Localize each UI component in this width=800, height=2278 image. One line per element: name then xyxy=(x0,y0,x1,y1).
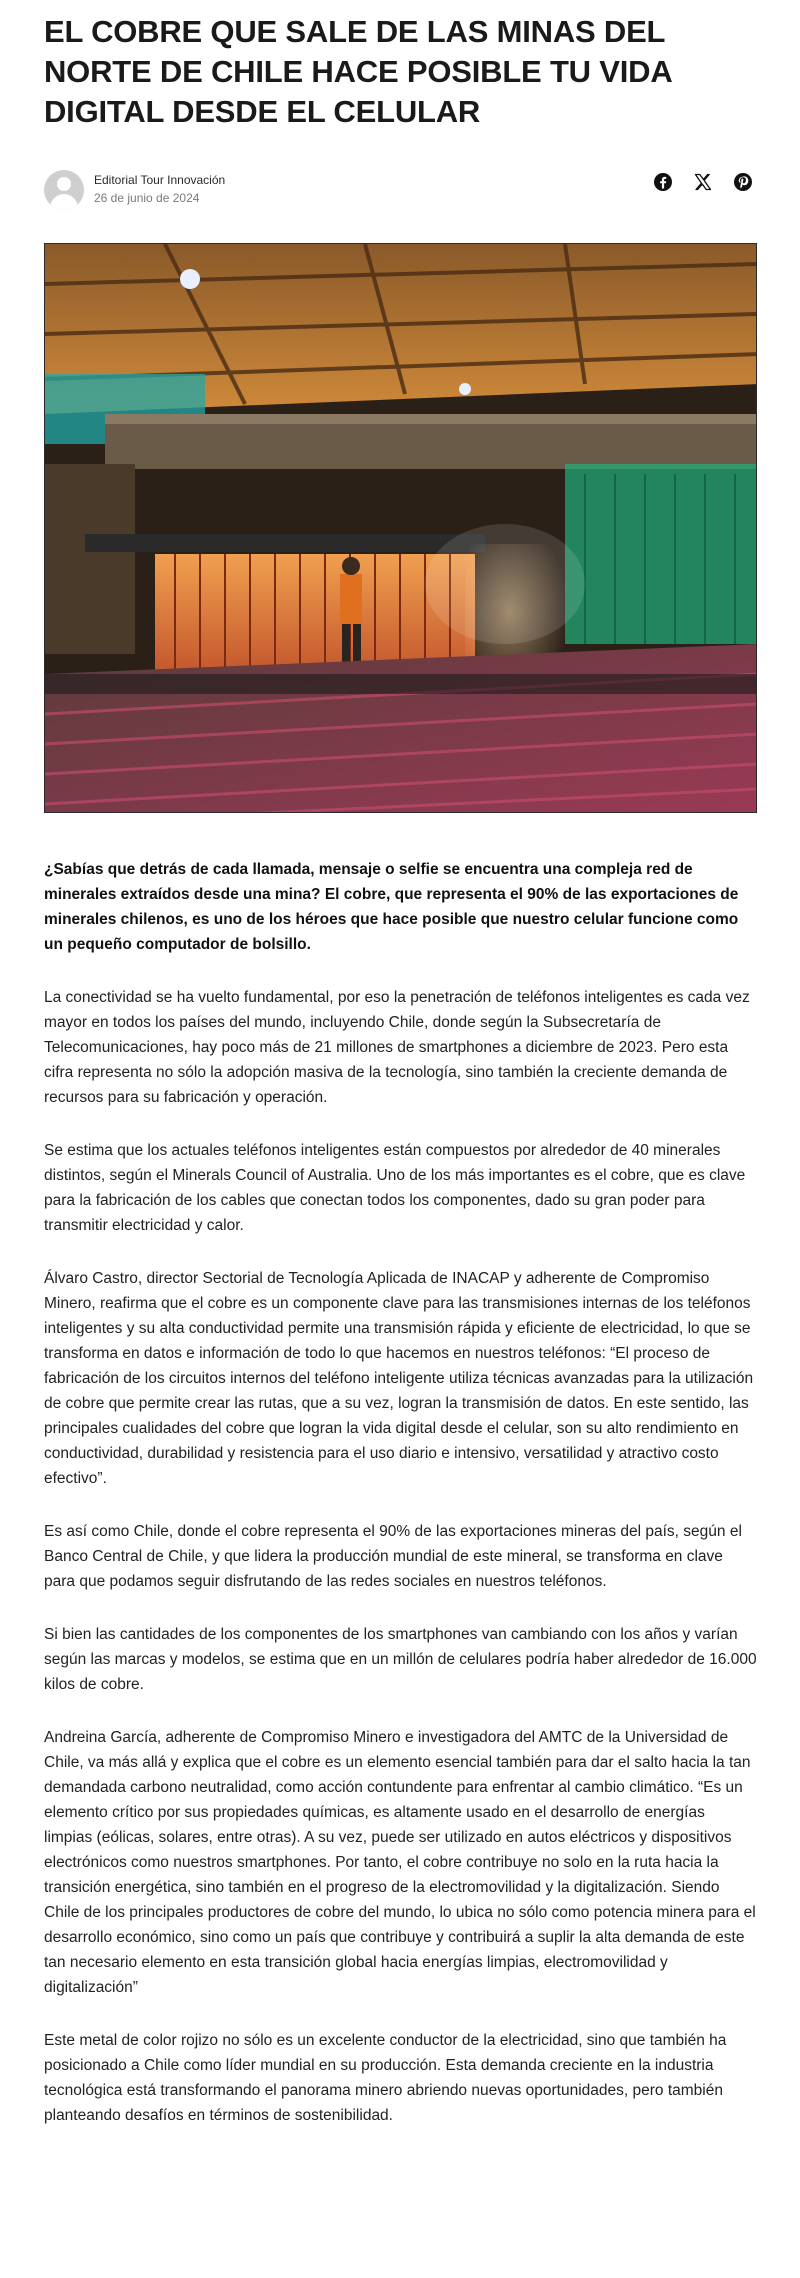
hero-image xyxy=(44,243,757,813)
share-bar xyxy=(653,172,753,192)
facebook-icon[interactable] xyxy=(653,172,673,192)
article-lead: ¿Sabías que detrás de cada llamada, mensaje o selfie se encuentra una compleja red de minerales extraídos desde una mina? El cobre, que representa el 90% de las exportaciones de minerales chilenos, es uno de los héroes que hace posible que nuestro celular funcione como un pequeño computador de bolsillo. xyxy=(44,861,739,953)
publish-date: 26 de junio de 2024 xyxy=(94,191,200,205)
article-paragraph: Es así como Chile, donde el cobre representa el 90% de las exportaciones mineras del país, según el Banco Central de Chile, y que lidera la producción mundial de este mineral, se transforma en clave para que podamos seguir disfrutando de las redes sociales en nuestros teléfonos. xyxy=(44,1523,742,1590)
article-paragraph: La conectividad se ha vuelto fundamental, por eso la penetración de teléfonos inteligentes es cada vez mayor en todos los países del mundo, incluyendo Chile, donde según la Subsecretaría de Telecomunicaciones, hay poco más de 21 millones de smartphones a diciembre de 2023. Pero esta cifra representa no sólo la adopción masiva de la tecnología, sino también la creciente demanda de recursos para su fabricación y operación. xyxy=(44,989,750,1106)
author-name[interactable]: Editorial Tour Innovación xyxy=(94,173,226,187)
pinterest-icon[interactable] xyxy=(733,172,753,192)
article-paragraph: Se estima que los actuales teléfonos inteligentes están compuestos por alrededor de 40 minerales distintos, según el Minerals Council of Australia. Uno de los más importantes es el cobre, que es clave para la fabricación de los cables que conectan todos los componentes, dado su gran poder para transmitir electricidad y calor. xyxy=(44,1142,746,1234)
author-avatar xyxy=(44,170,84,210)
article-paragraph: Si bien las cantidades de los componentes de los smartphones van cambiando con los años y varían según las marcas y modelos, se estima que en un millón de celulares podría haber alrededor de 16.000 kilos de cobre. xyxy=(44,1626,757,1693)
x-icon[interactable] xyxy=(693,172,713,192)
article-meta xyxy=(44,164,757,210)
copper-refinery-photo xyxy=(45,244,757,813)
article-title: EL COBRE QUE SALE DE LAS MINAS DEL NORTE DE CHILE HACE POSIBLE TU VIDA DIGITAL DESDE EL CELULAR xyxy=(44,14,672,129)
article-paragraph: Andreina García, adherente de Compromiso Minero e investigadora del AMTC de la Universidad de Chile, va más allá y explica que el cobre es un elemento esencial también para dar el salto hacia la tan demandada carbono neutralidad, como acción contundente para enfrentar al cambio climático. “Es un elemento crítico por sus propiedades químicas, es altamente usado en el desarrollo de energías limpias (eólicas, solares, entre otras). A su vez, puede ser utilizado en autos eléctricos y dispositivos electrónicos como nuestros smartphones. Por tanto, el cobre contribuye no solo en la ruta hacia la transición energética, sino también en el progreso de la electromovilidad y la digitalización. Siendo Chile de los principales productores de cobre del mundo, lo ubica no sólo como potencia minera para el desarrollo económico, sino como un país que contribuye y contribuirá a suplir la alta demanda de este tan necesario elemento en esta transición global hacia energías limpias, electromovilidad y digitalización” xyxy=(44,1729,756,1996)
article-paragraph: Álvaro Castro, director Sectorial de Tecnología Aplicada de INACAP y adherente de Compromiso Minero, reafirma que el cobre es un componente clave para las transmisiones internas de los teléfonos inteligentes y su alta conductividad permite una transmisión rápida y eficiente de electricidad, lo que se transforma en datos e información de todo lo que hacemos en nuestros teléfonos: “El proceso de fabricación de los circuitos internos del teléfono inteligente utiliza técnicas avanzadas para la utilización de cobre que permite crear las rutas, que a su vez, logran la transmisión de datos. En este sentido, las principales cualidades del cobre que logran la vida digital desde el celular, son su alto rendimiento en conductividad, durabilidad y resistencia para el uso diario e intensivo, versatilidad y atractivo costo efectivo”. xyxy=(44,1270,754,1487)
article-paragraph: Este metal de color rojizo no sólo es un excelente conductor de la electricidad, sino que también ha posicionado a Chile como líder mundial en su producción. Esta demanda creciente en la industria tecnológica está transformando el panorama minero abriendo nuevas oportunidades, pero también planteando desafíos en términos de sostenibilidad. xyxy=(44,2032,727,2124)
article xyxy=(44,0,757,2128)
